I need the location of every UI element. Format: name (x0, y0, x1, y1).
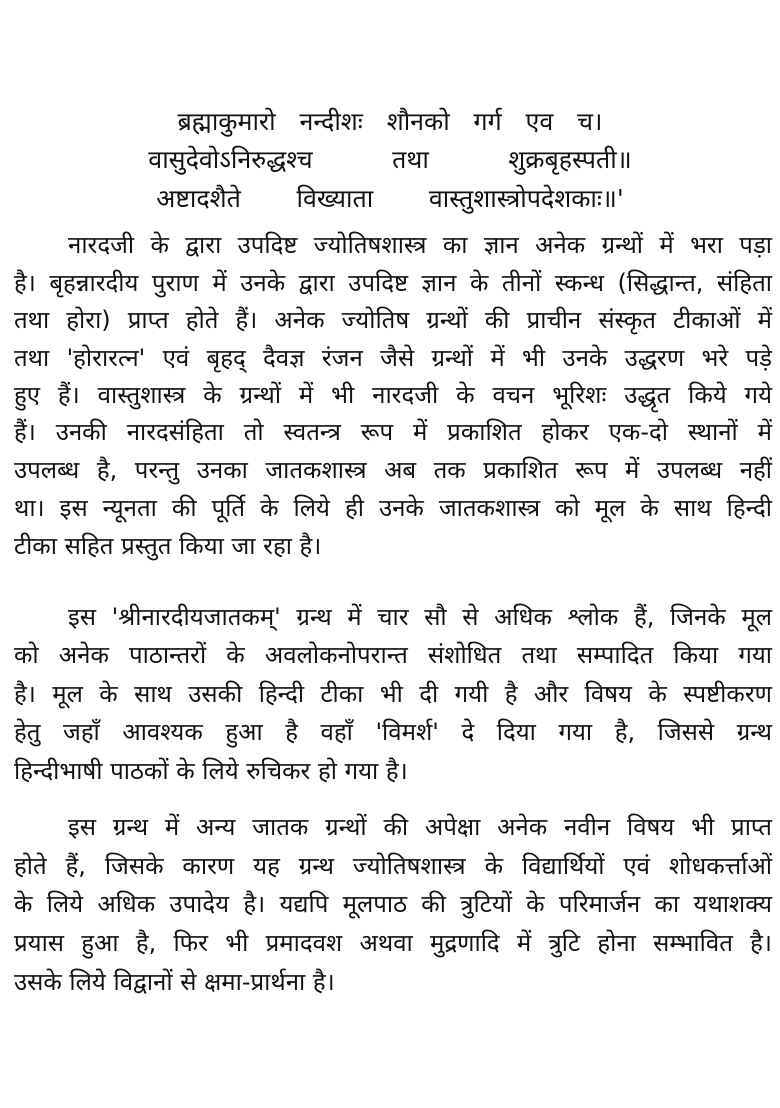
text-line: तथा 'होरारत्न' एवं बृहद् दैवज्ञ रंजन जैसे ग्रन्थों में भी उनके उद्धरण भरे पड़े (14, 344, 772, 372)
text-line: है। बृहन्नारदीय पुराण में उनके द्वारा उपदिष्ट ज्ञान के तीनों स्कन्ध (सिद्धान्त, संहिता (14, 269, 772, 297)
text-line: उपलब्ध है, परन्तु उनका जातकशास्त्र अब तक प्रकाशित रूप में उपलब्ध नहीं (14, 456, 772, 484)
text-line: है। मूल के साथ उसकी हिन्दी टीका भी दी गयी है और विषय के स्पष्टीकरण (14, 680, 772, 708)
text-line: होते हैं, जिसके कारण यह ग्रन्थ ज्योतिषशास्त्र के विद्यार्थियों एवं शोधकर्त्ताओं (14, 852, 772, 880)
text-line: हैं। उनकी नारदसंहिता तो स्वतन्त्र रूप में प्रकाशित होकर एक-दो स्थानों में (14, 418, 772, 446)
text-line: इस ग्रन्थ में अन्य जातक ग्रन्थों की अपेक्षा अनेक नवीन विषय भी प्राप्त (68, 813, 772, 841)
text-line: तथा होरा) प्राप्त होते हैं। अनेक ज्योतिष ग्रन्थों की प्राचीन संस्कृत टीकाओं में (14, 306, 772, 334)
text-line: को अनेक पाठान्तरों के अवलोकनोपरान्त संशोधित तथा सम्पादित किया गया (14, 641, 772, 669)
text-line: प्रयास हुआ है, फिर भी प्रमादवश अथवा मुद्रणादि में त्रुटि होना सम्भावित है। (14, 929, 772, 957)
text-line: इस 'श्रीनारदीयजातकम्' ग्रन्थ में चार सौ से अधिक श्लोक हैं, जिनके मूल (68, 603, 772, 631)
text-line: उसके लिये विद्वानों से क्षमा-प्रार्थना है। (14, 968, 335, 996)
text-line: के लिये अधिक उपादेय है। यद्यपि मूलपाठ की त्रुटियों के परिमार्जन का यथाशक्य (14, 890, 772, 918)
text-line: हुए हैं। वास्तुशास्त्र के ग्रन्थों में भी नारदजी के वचन भूरिशः उद्धृत किये गये (14, 381, 772, 409)
verse-line: अष्टादशैते विख्याता वास्तुशास्त्रोपदेशकाः॥' (156, 184, 624, 213)
text-line: टीका सहित प्रस्तुत किया जा रहा है। (14, 532, 322, 560)
text-line: हेतु जहाँ आवश्यक हुआ है वहाँ 'विमर्श' दे दिया गया है, जिससे ग्रन्थ (14, 718, 772, 746)
text-line: था। इस न्यूनता की पूर्ति के लिये ही उनके जातकशास्त्र को मूल के साथ हिन्दी (14, 494, 772, 522)
text-line: हिन्दीभाषी पाठकों के लिये रुचिकर हो गया है। (14, 757, 408, 785)
text-line: नारदजी के द्वारा उपदिष्ट ज्योतिषशास्त्र का ज्ञान अनेक ग्रन्थों में भरा पड़ा (68, 231, 772, 259)
verse-line: वासुदेवोऽनिरुद्धश्च तथा शुक्रबृहस्पती॥ (148, 145, 632, 174)
verse-line: ब्रह्माकुमारो नन्दीशः शौनको गर्ग एव च। (177, 107, 603, 136)
